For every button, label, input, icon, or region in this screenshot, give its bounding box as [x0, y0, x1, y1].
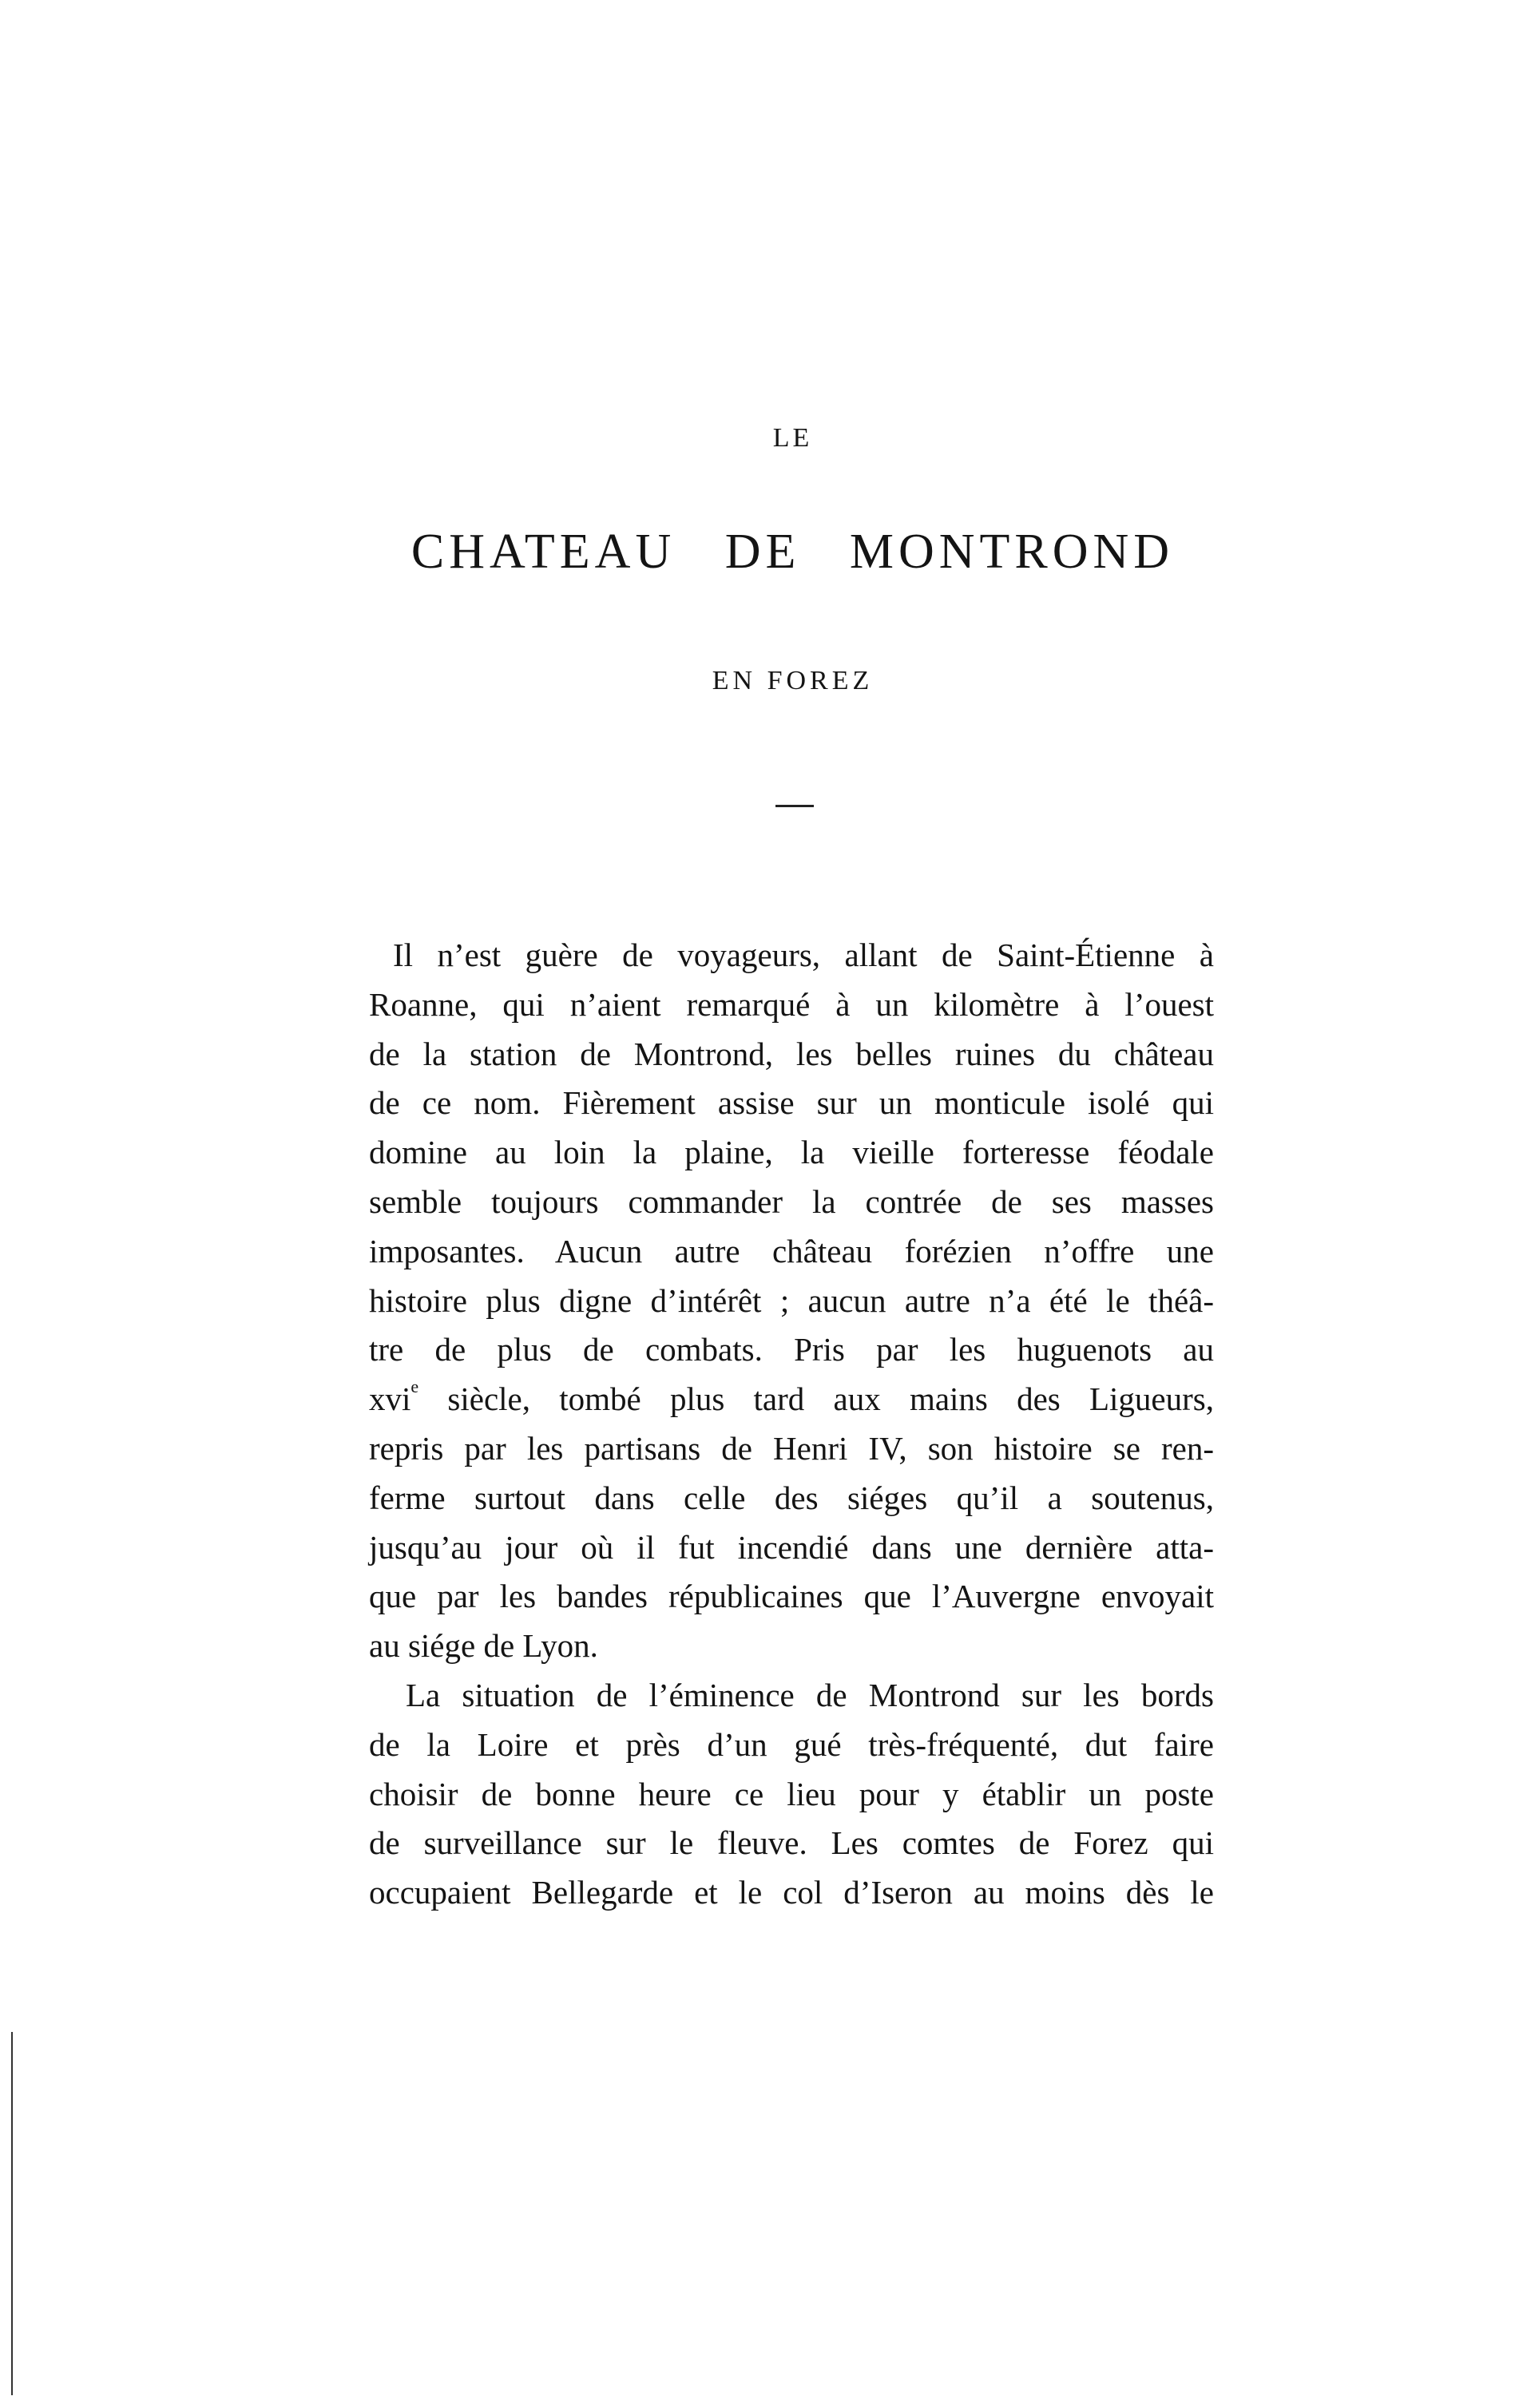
text-line: La situation de l’éminence de Montrond sur les bords [406, 1676, 1214, 1713]
body-text [369, 931, 1214, 1918]
century-numeral: xvi [369, 1380, 411, 1418]
text-line: ferme surtout dans celle des siéges qu’il a soutenus, [369, 1479, 1214, 1516]
text-line: semble toujours commander la contrée de ses masses [369, 1182, 1214, 1220]
page-title: CHATEAU DE MONTROND [410, 525, 1175, 579]
title-kicker: LE [772, 423, 813, 453]
text-line: choisir de bonne heure ce lieu pour y établir un poste [369, 1775, 1214, 1812]
section-divider [775, 805, 814, 807]
text-line: de ce nom. Fièrement assise sur un monticule isolé qui [369, 1084, 1214, 1122]
text-line: jusqu’au jour où il fut incendié dans une dernière atta- [369, 1528, 1214, 1566]
text-line: histoire plus digne d’intérêt ; aucun autre n’a été le théâ- [369, 1281, 1214, 1319]
text-line: de la station de Montrond, les belles ruines du château [369, 1035, 1214, 1072]
scan-margin-line [11, 2032, 13, 2395]
text-line: occupaient Bellegarde et le col d’Iseron au moins dès le [369, 1874, 1214, 1911]
text-line: tre de plus de combats. Pris par les huguenots au [369, 1331, 1214, 1368]
page-subtitle: EN FOREZ [712, 666, 874, 695]
text-line: Il n’est guère de voyageurs, allant de Saint-Étienne à [393, 937, 1214, 973]
text-line: imposantes. Aucun autre château forézien n’offre une [369, 1232, 1214, 1269]
text-line: au siége de Lyon. [369, 1627, 598, 1665]
text-line: de la Loire et près d’un gué très-fréquenté, dut faire [369, 1725, 1214, 1763]
text-line: que par les bandes républicaines que l’Auvergne envoyait [369, 1578, 1214, 1615]
line-rest: siècle, tombé plus tard aux mains des Ligueurs, [418, 1380, 1214, 1418]
text-line: de surveillance sur le fleuve. Les comtes de Forez qui [369, 1824, 1214, 1862]
text-line: domine au loin la plaine, la vieille forteresse féodale [369, 1134, 1214, 1171]
text-line: Roanne, qui n’aient remarqué à un kilomètre à l’ouest [369, 985, 1214, 1023]
superscript: e [410, 1376, 419, 1397]
text-line: repris par les partisans de Henri IV, son histoire se ren- [369, 1429, 1214, 1467]
text-line [369, 1375, 1214, 1424]
